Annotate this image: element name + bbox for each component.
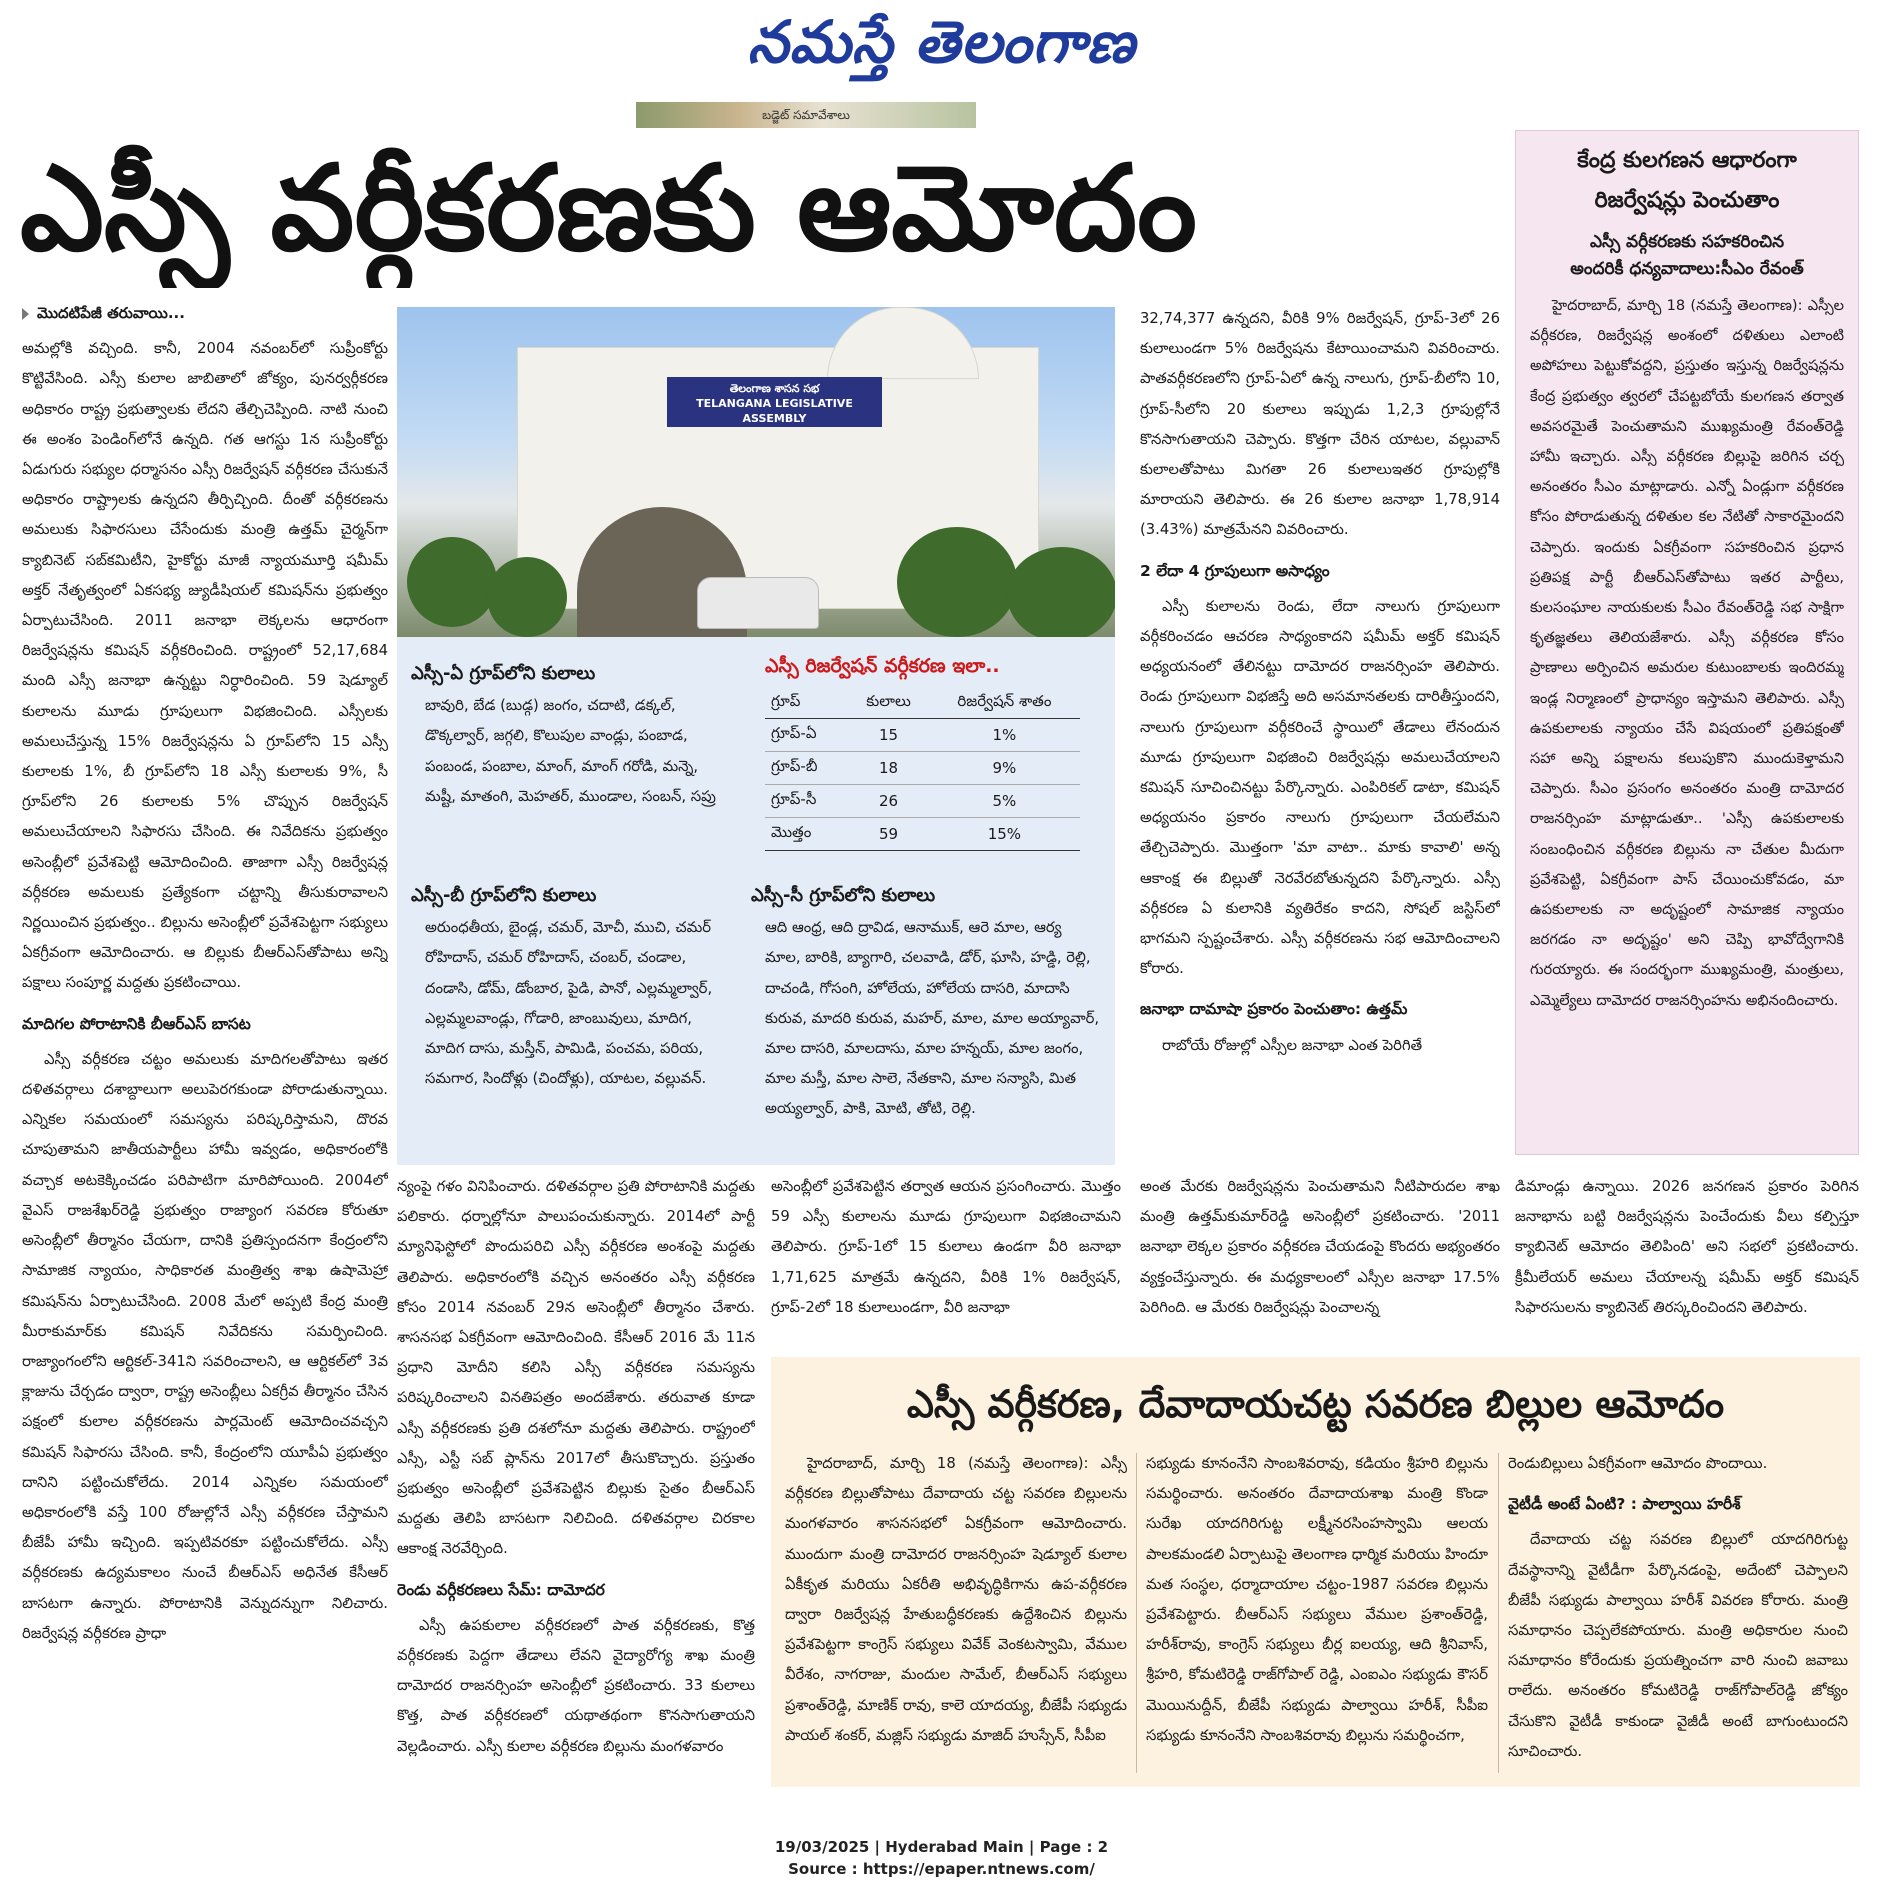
table-header: గ్రూప్: [765, 688, 848, 719]
table-row: గ్రూప్-ఏ 15 1%: [765, 719, 1080, 752]
plant: [487, 557, 567, 637]
group-a-castes: బావురి, బేడ (బుడ్గ) జంగం, చదాటి, డక్కల్, డొక్కల్వార్, జగ్గలి, కొలుపుల వాండ్లు, పంబాడ, పంబండ, పంబాల, మాంగ్, మాంగ్ గరోడి, మన్నె, మష్టీ, మాతంగి, మెహతర్, ముండాల, సంబన్, సప్రు: [425, 697, 716, 805]
group-b-list: [411, 881, 733, 1094]
article-column-4-bottom: [1140, 1172, 1500, 1350]
reservation-table-block: [765, 655, 1095, 851]
bottom-story-column-a: [785, 1449, 1127, 1779]
group-c-castes: ఆది ఆంధ్ర, ఆది ద్రావిడ, ఆనాముక్, ఆరె మాల, ఆర్య మాల, బారికి, బ్యాగారి, చలవాడి, డోర్, ఘాసి, హడ్డి, రెల్లి, దాచండి, గోసంగి, హోలేయ, హోలేయ దాసరి, మాదాసి కురువ, మాదరి కురువ, మహర్, మాల, మాల అయ్యావార్, మాల దాసరి, మాలదాసు, మాల హన్నయ్, మాల జంగం, మాల మస్తీ, మాల సాలె, నేతకాని, మాల సన్యాసి, మిత అయ్యల్వార్, పాకి, మోటి, తోటి, రెల్లి.: [765, 919, 1100, 1118]
paragraph: ఎస్సీ వర్గీకరణ చట్టం అమలుకు మాదిగలతోపాటు ఇతర దళితవర్గాలు దశాబ్దాలుగా అలుపెరగకుండా పోరాడుతున్నాయి. ఎన్నికల సమయంలో సమస్యను పరిష్కరిస్తామని, దొరవ చూపుతామని జాతీయపార్టీలు హామీ ఇవ్వడం, అధికారంలోకి వచ్చాక అటకెక్కించడం పరిపాటిగా మారిపోయింది. 2004లో వైఎస్ రాజశేఖర్‌రెడ్డి ప్రభుత్వం రాజ్యాంగ సవరణ కోరుతూ అసెంబ్లీలో తీర్మానం చేయగా, దానికి ప్రతిస్పందనగా కేంద్రంలోని సామాజిక న్యాయం, సాధికారత మంత్రిత్వ శాఖ ఉషామెహ్రా కమిషన్‌ను ఏర్పాటుచేసింది. 2008 మేలో అప్పటి కేంద్ర మంత్రి మీరాకుమార్‌కు కమిషన్ నివేదికను సమర్పించింది. రాజ్యాంగంలోని ఆర్టికల్-341ని సవరించాలని, ఆ ఆర్టికల్‌లో 3వ క్లాజును చేర్చడం ద్వారా, రాష్ట్ర అసెంబ్లీలు ఏకగ్రీవ తీర్మానం చేసిన పక్షంలో కులాల వర్గీకరణను పార్లమెంట్ ఆమోదించవచ్చని కమిషన్ సిఫారసు చేసింది. కానీ, కేంద్రంలోని యూపీఏ ప్రభుత్వం దానిని పట్టించుకోలేదు. 2014 ఎన్నికల సమయంలో అధికారంలోకి వస్తే 100 రోజుల్లోనే ఎస్సీ వర్గీకరణ చేస్తామని బీజేపీ హామీ ఇచ్చింది. ఇప్పటివరకూ పట్టించుకోలేదు. ఎస్సీ వర్గీకరణకు ఉద్యమకాలం నుంచే బీఆర్‌ఎస్ అధినేత కేసీఆర్ బాసటగా ఉన్నారు. పోరాటానికి వెన్నుదన్నుగా నిలిచారు. రిజర్వేషన్ల వర్గీకరణ ప్రాధా: [22, 1050, 388, 1642]
paragraph: హైదరాబాద్, మార్చి 18 (నమస్తే తెలంగాణ): ఎస్సీ వర్గీకరణ బిల్లుతోపాటు దేవాదాయ చట్ట సవరణ బిల్లులను మంగళవారం శాసనసభలో ఏకగ్రీవంగా ఆమోదించారు. ముందుగా మంత్రి దామోదర రాజనర్సింహ షెడ్యూల్ కులాల ఏకీకృత మరియు ఏకరీతి అభివృద్ధికిగాను ఉప-వర్గీకరణ ద్వారా రిజర్వేషన్ల హేతుబద్ధీకరణకు ఉద్దేశించిన బిల్లును ప్రవేశపెట్టగా కాంగ్రెస్ సభ్యులు వివేక్ వెంకటస్వామి, వేముల వీరేశం, నాగరాజు, మందుల సామేల్, బీఆర్‌ఎస్ సభ్యులు ప్రశాంత్‌రెడ్డి, మాణిక్ రావు, కాలె యాదయ్య, బీజేపీ సభ్యుడు పాయల్ శంకర్, మజ్లిస్ సభ్యుడు మాజిద్ హుస్సేన్, సీపీఐ: [785, 1455, 1127, 1744]
sidebar-story: [1515, 130, 1859, 1155]
article-column-2-bottom: [397, 1172, 755, 1784]
reservation-table-title: ఎస్సీ రిజర్వేషన్ వర్గీకరణ ఇలా..: [765, 655, 1000, 677]
group-b-castes: అరుంధతీయ, బైండ్ల, చమర్, మోచీ, ముచి, చమర్ రోహిదాస్, చమర్ రోహిదాస్, చంబర్, చండాల, దండాసి, డోమ్, డోంబార, పైడి, పానో, ఎల్లమ్మల్వార్, ఎల్లమ్మలవాండ్లు, గోడారి, జాంబువులు, మాదిగ, మాదిగ దాసు, మస్తీన్, పామిడి, పంచమ, పరియ, సమగార, సిందోళ్లు (చిందోళ్లు), యాటల, వల్లువన్.: [425, 919, 713, 1088]
group-b-title: ఎస్సీ-బీ గ్రూప్‌లోని కులాలు: [411, 885, 597, 906]
sidebar-subheadline-line2: అందరికీ ధన్యవాదాలు:సీఎం రేవంత్: [1570, 259, 1804, 279]
group-c-title: ఎస్సీ-సీ గ్రూప్‌లోని కులాలు: [751, 885, 936, 906]
source-link[interactable]: Source : https://epaper.ntnews.com/: [788, 1860, 1095, 1878]
main-headline: ఎస్సీ వర్గీకరణకు ఆమోదం: [20, 139, 1197, 277]
paragraph: 32,74,377 ఉన్నదని, వీరికి 9% రిజర్వేషన్, గ్రూప్-3లో 26 కులాలుండగా 5% రిజర్వేషను కేటాయించామని వివరించారు. పాతవర్గీకరణలోని గ్రూప్-ఏలో ఉన్న నాలుగు, గ్రూప్-బీలోని 10, గ్రూప్-సీలోని 20 కులాలు ఇప్పుడు 1,2,3 గ్రూపుల్లోనే కొనసాగుతాయని చెప్పారు. కొత్తగా చేరిన యాటల, వల్లువాన్ కులాలతోపాటు మిగతా 26 కులాలుఇతర గ్రూపుల్లోకి మారాయని తెలిపారు. ఈ 26 కులాల జనాభా 1,78,914 (3.43%) మాత్రమేనని వివరించారు.: [1140, 310, 1500, 539]
subheading: మాదిగల పోరాటానికి బీఆర్‌ఎస్ బాసట: [22, 1014, 251, 1033]
masthead-logo: నమస్తే తెలంగాణ: [747, 8, 1136, 76]
sidebar-headline-line2: రిజర్వేషన్లు పెంచుతాం: [1594, 188, 1780, 213]
paragraph: హైదరాబాద్, మార్చి 18 (నమస్తే తెలంగాణ): ఎస్సీల వర్గీకరణ, రిజర్వేషన్ల అంశంలో దళితులు ఎలాంటి అపోహలు పెట్టుకోవద్దని, ప్రస్తుతం ఇస్తున్న రిజర్వేషన్లను కేంద్ర ప్రభుత్వం త్వరలో చేపట్టబోయే కులగణన తర్వాత అవసరమైతే పెంచుతామని ముఖ్యమంత్రి రేవంత్‌రెడ్డి హామీ ఇచ్చారు. ఎస్సీ వర్గీకరణ బిల్లుపై జరిగిన చర్చ అనంతరం సీఎం మాట్లాడారు. ఎన్నో ఏండ్లుగా వర్గీకరణ కోసం పోరాడుతున్న దళితుల కల నేటితో సాకారమైందని చెప్పారు. ఇందుకు ఏకగ్రీవంగా సహకరించిన ప్రధాన ప్రతిపక్ష పార్టీ బీఆర్‌ఎస్‌తోపాటు ఇతర పార్టీలు, కులసంఘాల నాయకులకు సీఎం రేవంత్‌రెడ్డి సభ సాక్షిగా కృతజ్ఞతలు తెలియజేశారు. ఎస్సీ వర్గీకరణ కోసం ప్రాణాలు అర్పించిన అమరుల కుటుంబాలకు ఇందిరమ్మ ఇండ్ల నిర్మాణంలో ప్రాధాన్యం ఇస్తామని తెలిపారు. ఎస్సీ ఉపకులాలకు న్యాయం చేసే విషయంలో ప్రతిపక్షంతో సహా అన్ని పక్షాలను కలుపుకొని ముందుకెళ్తామని చెప్పారు. సీఎం ప్రసంగం అనంతరం మంత్రి దామోదర రాజనర్సింహ మాట్లాడుతూ.. 'ఎస్సీ ఉపకులాలకు సంబంధించిన వర్గీకరణ బిల్లును నా చేతుల మీదుగా ప్రవేశపెట్టి, ఏకగ్రీవంగా పాస్ చేయించుకోవడం, మా ఉపకులాలకు నా అదృష్టంలో సామాజిక న్యాయం జరగడం నా అదృష్టం' అని చెప్పి భావోద్వేగానికి గురయ్యారు. ఈ సందర్భంగా ముఖ్యమంత్రి, మంత్రులు, ఎమ్మెల్యేలు దామోదర రాజనర్సింహను అభినందించారు.: [1530, 297, 1844, 1009]
caste-lists-panel: [397, 637, 1115, 1165]
edition-info: 19/03/2025 | Hyderabad Main | Page : 2: [774, 1838, 1109, 1856]
paragraph: సభ్యుడు కూనంనేని సాంబశివరావు, కడియం శ్రీహరి బిల్లును సమర్థించారు. అనంతరం దేవాదాయశాఖ మంత్రి కొండా సురేఖ యాదగిరిగుట్ట లక్ష్మీనరసింహస్వామి ఆలయ పాలకమండలి ఏర్పాటుపై తెలంగాణ ధార్మిక మరియు హిందూ మత సంస్థల, ధర్మాదాయాల చట్టం-1987 సవరణ బిల్లును ప్రవేశపెట్టారు. బీఆర్‌ఎస్ సభ్యులు వేముల ప్రశాంత్‌రెడ్డి, హరీశ్‌రావు, కాంగ్రెస్ సభ్యులు బీర్ల ఐలయ్య, ఆది శ్రీనివాస్, శ్రీహరి, కోమటిరెడ్డి రాజ్‌గోపాల్ రెడ్డి, ఎంఐఎం సభ్యుడు కౌసర్ మొయినుద్దీన్, బీజేపీ సభ్యుడు పాల్వాయి హరీశ్, సీపీఐ సభ్యుడు కూనంనేని సాంబశివరావు బిల్లును సమర్థించగా,: [1146, 1455, 1488, 1744]
table-row: గ్రూప్-సీ 26 5%: [765, 785, 1080, 818]
sidebar-body: [1530, 291, 1844, 1061]
plant: [1007, 547, 1115, 637]
subheading: రెండు వర్గీకరణలు సేమ్: దామోదర: [397, 1580, 605, 1599]
group-c-list: [751, 881, 1101, 1125]
paragraph: అంత మేరకు రిజర్వేషన్లను పెంచుతామని నీటిపారుదల శాఖ మంత్రి ఉత్తమ్‌కుమార్‌రెడ్డి అసెంబ్లీలో ప్రకటించారు. '2011 జనాభా లెక్కల ప్రకారం వర్గీకరణ చేయడంపై కొందరు అభ్యంతరం వ్యక్తంచేస్తున్నారు. ఈ మధ్యకాలంలో ఎస్సీల జనాభా 17.5% పెరిగింది. ఆ మేరకు రిజర్వేషన్లు పెంచాలన్న: [1140, 1178, 1500, 1316]
article-column-1: [22, 298, 388, 1796]
assembly-photo: [397, 307, 1115, 637]
plant: [407, 537, 497, 627]
article-column-3-top: [1140, 304, 1500, 1159]
subheading: 2 లేదా 4 గ్రూపులుగా అసాధ్యం: [1140, 561, 1330, 580]
group-a-title: ఎస్సీ-ఏ గ్రూప్‌లోని కులాలు: [411, 663, 596, 684]
bottom-story-headline: ఎస్సీ వర్గీకరణ, దేవాదాయచట్ట సవరణ బిల్లుల ఆమోదం: [906, 1382, 1725, 1426]
table-row-total: మొత్తం 59 15%: [765, 818, 1080, 851]
article-column-3-bottom: [771, 1172, 1121, 1350]
parked-car: [697, 577, 819, 629]
paragraph: అమల్లోకి వచ్చింది. కానీ, 2004 నవంబర్‌లో సుప్రీంకోర్టు కొట్టివేసింది. ఎస్సీ కులాల జాబితాలో జోక్యం, పునర్వర్గీకరణ అధికారం రాష్ట్ర ప్రభుత్వాలకు లేదని తేల్చిచెప్పింది. నాటి నుంచి ఈ అంశం పెండింగ్‌లోనే ఉన్నది. గత ఆగస్టు 1న సుప్రీంకోర్టు ఏడుగురు సభ్యుల ధర్మాసనం ఎస్సీ రిజర్వేషన్ వర్గీకరణ చేసుకునే అధికారం రాష్ట్రాలకు ఉన్నదని తీర్పిచ్చింది. దీంతో వర్గీకరణను అమలుకు సిఫారసులు చేసేందుకు మంత్రి ఉత్తమ్ చైర్మన్‌గా క్యాబినెట్ సబ్‌కమిటీని, హైకోర్టు మాజీ న్యాయమూర్తి షమీమ్ అక్తర్ నేతృత్వంలో ఏకసభ్య జ్యుడీషియల్ కమిషన్‌ను ప్రభుత్వం ఏర్పాటుచేసింది. 2011 జనాభా లెక్కలను ఆధారంగా రిజర్వేషన్లను కమిషన్ వర్గీకరించింది. రాష్ట్రంలో 52,17,684 మంది ఎస్సీ జనాభా ఉన్నట్టు నిర్ధారించింది. 59 షెడ్యూల్ కులాలను మూడు గ్రూపులుగా విభజించింది. ఎస్సీలకు అమలుచేస్తున్న 15% రిజర్వేషన్లను ఏ గ్రూప్‌లోని 15 ఎస్సీ కులాలకు 1%, బీ గ్రూప్‌లోని 18 ఎస్సీ కులాలకు 9%, సీ గ్రూప్‌లోని 26 కులాలకు 5% చొప్పున రిజర్వేషన్ అమలుచేయాలని సిఫారసు చేసింది. ఈ నివేదికను ప్రభుత్వం అసెంబ్లీలో ప్రవేశపెట్టి ఆమోదించింది. తాజాగా ఎస్సీ రిజర్వేషన్ల వర్గీకరణ అమలుకు ప్రత్యేకంగా చట్టాన్ని తీసుకురావాలని నిర్ణయించిన ప్రభుత్వం.. బిల్లును అసెంబ్లీలో ప్రవేశపెట్టగా సభ్యులు ఏకగ్రీవంగా ఆమోదించారు. ఆ బిల్లుకు బీఆర్‌ఎస్‌తోపాటు అన్ని పక్షాలు సంపూర్ణ మద్దతు ప్రకటించాయి.: [22, 340, 388, 992]
paragraph: అసెంబ్లీలో ప్రవేశపెట్టిన తర్వాత ఆయన ప్రసంగించారు. మొత్తం 59 ఎస్సీ కులాలను మూడు గ్రూపులుగా విభజించామని తెలిపారు. గ్రూప్-1లో 15 కులాలు ఉండగా వీరి జనాభా 1,71,625 మాత్రమే ఉన్నదని, వీరికి 1% రిజర్వేషన్, గ్రూప్-2లో 18 కులాలుండగా, వీరి జనాభా: [771, 1178, 1121, 1316]
paragraph: డిమాండ్లు ఉన్నాయి. 2026 జనగణన ప్రకారం పెరిగిన జనాభాను బట్టి రిజర్వేషన్లను పెంచేందుకు వీలు కల్పిస్తూ క్యాబినెట్ ఆమోదం తెలిపింది' అని సభలో ప్రకటించారు. క్రీమీలేయర్ అమలు చేయాలన్న షమీమ్ అక్తర్ కమిషన్ సిఫారసులను క్యాబినెట్ తిరస్కరించిందని తెలిపారు.: [1515, 1178, 1859, 1316]
group-a-list: [411, 659, 733, 812]
paragraph: ఎస్సీ ఉపకులాల వర్గీకరణలో పాత వర్గీకరణకు, కొత్త వర్గీకరణకు పెద్దగా తేడాలు లేవని వైద్యారోగ్య శాఖ మంత్రి దామోదర రాజనర్సింహ అసెంబ్లీలో ప్రకటించారు. 33 కులాలు కొత్త, పాత వర్గీకరణలో యథాతథంగా కొనసాగుతాయని వెల్లడించారు. ఎస్సీ కులాల వర్గీకరణ బిల్లును మంగళవారం: [397, 1616, 755, 1755]
building-dome: [827, 307, 979, 379]
reservation-table: [765, 688, 1080, 851]
arrow-right-icon: [22, 308, 29, 320]
sidebar-headline-line1: కేంద్ర కులగణన ఆధారంగా: [1577, 148, 1797, 173]
page-footer: [0, 1836, 1883, 1880]
paragraph: రాబోయే రోజుల్లో ఎస్సీల జనాభా ఎంత పెరిగితే: [1162, 1036, 1423, 1054]
subheading: వైటీడీ అంటే ఏంటి? : పాల్వాయి హరీశ్: [1508, 1495, 1741, 1514]
plant: [897, 527, 1017, 637]
section-tag: బడ్జెట్ సమావేశాలు: [636, 102, 976, 128]
column-divider: [1498, 1453, 1499, 1773]
sidebar-subheadline-line1: ఎస్సీ వర్గీకరణకు సహకరించిన: [1589, 232, 1785, 252]
paragraph: న్యంపై గళం వినిపించారు. దళితవర్గాల ప్రతి పోరాటానికి మద్దతు పలికారు. ధర్నాల్లోనూ పాలుపంచుకున్నారు. 2014లో పార్టీ మ్యానిఫెస్టోలో పొందుపరిచి ఎస్సీ వర్గీకరణ అంశంపై మద్దతు తెలిపారు. అధికారంలోకి వచ్చిన అనంతరం ఎస్సీ వర్గీకరణ కోసం 2014 నవంబర్ 29న అసెంబ్లీలో తీర్మానం చేశారు. శాసనసభ ఏకగ్రీవంగా ఆమోదించింది. కేసీఆర్ 2016 మే 11న ప్రధాని మోదీని కలిసి ఎస్సీ వర్గీకరణ సమస్యను పరిష్కరించాలని వినతిపత్రం అందజేశారు. తరువాత కూడా ఎస్సీ వర్గీకరణకు ప్రతి దశలోనూ మద్దతు తెలిపారు. రాష్ట్రంలో ఎస్సీ, ఎస్టీ సబ్ ప్లాన్‌ను 2017లో తీసుకొచ్చారు. ప్రస్తుతం ప్రభుత్వం అసెంబ్లీలో ప్రవేశపెట్టిన బిల్లుకు సైతం బీఆర్‌ఎస్ మద్దతు తెలిపి బాసటగా నిలిచింది. దళితవర్గాల చిరకాల ఆకాంక్ష నెరవేర్చింది.: [397, 1178, 755, 1558]
bottom-story-column-b: [1146, 1449, 1488, 1779]
table-row: గ్రూప్-బీ 18 9%: [765, 752, 1080, 785]
assembly-signboard: తెలంగాణ శాసన సభ TELANGANA LEGISLATIVE ASSEMBLY: [667, 377, 882, 427]
continued-from-front: మొదటిపేజీ తరువాయి...: [22, 298, 388, 328]
bottom-story-box: [771, 1357, 1860, 1787]
article-column-5-bottom: [1515, 1172, 1859, 1350]
column-divider: [1136, 1453, 1137, 1773]
bottom-story-column-c: [1508, 1449, 1848, 1779]
paragraph: రెండుబిల్లులు ఏకగ్రీవంగా ఆమోదం పొందాయి.: [1508, 1455, 1768, 1472]
paragraph: దేవాదాయ చట్ట సవరణ బిల్లులో యాదగిరిగుట్ట దేవస్థానాన్ని వైటీడీగా పేర్కొనడంపై, అదేంటో చెప్పాలని బీజేపీ సభ్యుడు పాల్వాయి హరీశ్ వివరణ కోరారు. మంత్రి సమాధానం చెప్పలేకపోయారు. మంత్రి అధికారుల నుంచి సమాధానం కోరేందుకు ప్రయత్నించగా వారి నుంచి జవాబు రాలేదు. అనంతరం కోమటిరెడ్డి రాజ్‌గోపాల్‌రెడ్డి జోక్యం చేసుకొని వైటీడీ కాకుండా వైజీడీ అంటే బాగుంటుందని సూచించారు.: [1508, 1531, 1848, 1760]
table-header: రిజర్వేషన్ శాతం: [929, 688, 1080, 719]
table-header: కులాలు: [848, 688, 929, 719]
subheading: జనాభా దామాషా ప్రకారం పెంచుతాం: ఉత్తమ్: [1140, 1000, 1408, 1019]
paragraph: ఎస్సీ కులాలను రెండు, లేదా నాలుగు గ్రూపులుగా వర్గీకరించడం ఆచరణ సాధ్యంకాదని షమీమ్ అక్తర్ కమిషన్ అధ్యయనంలో తేలినట్టు దామోదర రాజనర్సింహ తెలిపారు. రెండు గ్రూపులుగా విభజిస్తే అది అసమానతలకు దారితీస్తుందని, నాలుగు గ్రూపులుగా వర్గీకరించే స్థాయిలో తేడాలు లేనందున మూడు గ్రూపులుగా విభజించి రిజర్వేషన్లు అమలుచేయాలని కమిషన్ సూచించినట్టు పేర్కొన్నారు. ఎంపిరికల్ డాటా, కమిషన్ అధ్యయనం ప్రకారం నాలుగు గ్రూపులుగా చేయలేమని తేల్చిచెప్పారు. మొత్తంగా 'మా వాటా.. మాకు కావాలి' అన్న ఆకాంక్ష ఈ బిల్లుతో నెరవేరబోతున్నదని పేర్కొన్నారు. ఎస్సీ వర్గీకరణ ఏ కులానికి వ్యతిరేకం కాదని, సోషల్ జస్టిస్‌లో భాగమని స్పష్టంచేశారు. ఎస్సీ వర్గీకరణను సభ ఆమోదించాలని కోరారు.: [1140, 597, 1500, 978]
